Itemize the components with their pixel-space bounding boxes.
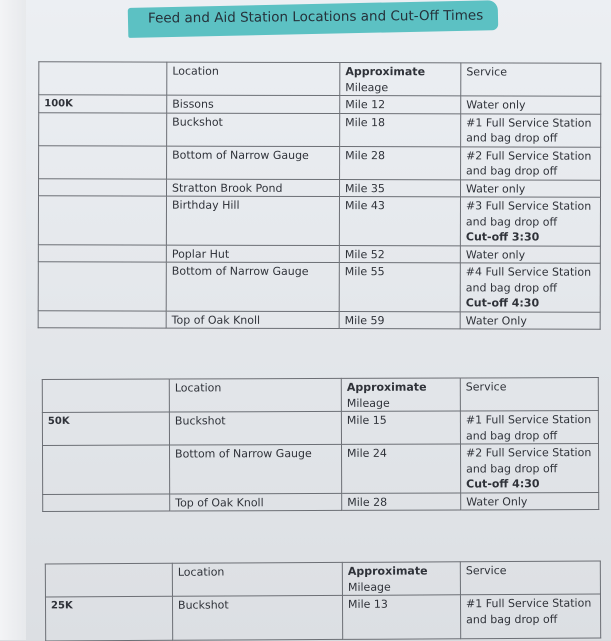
table-row bbox=[38, 178, 600, 197]
location-cell: Poplar Hut bbox=[166, 245, 339, 263]
mileage-cell: Mile 28 bbox=[340, 146, 461, 179]
service-cell: Water Only bbox=[460, 311, 600, 329]
header-location: Location bbox=[167, 62, 340, 95]
location-cell: Stratton Brook Pond bbox=[166, 179, 339, 197]
service-line: and bag drop off bbox=[466, 164, 558, 178]
mileage-cell: Mile 15 bbox=[341, 411, 460, 444]
table-row bbox=[43, 444, 599, 494]
service-line: and bag drop off bbox=[466, 612, 558, 626]
category-blank bbox=[38, 310, 166, 328]
category-blank bbox=[39, 112, 167, 145]
header-mileage bbox=[342, 562, 460, 596]
table-row bbox=[43, 492, 599, 511]
header-service: Service bbox=[460, 561, 600, 595]
service-line: #2 Full Service Station bbox=[466, 446, 592, 460]
header-mileage bbox=[341, 378, 460, 411]
category-blank bbox=[43, 445, 170, 494]
table-row bbox=[39, 112, 601, 146]
table-row bbox=[39, 95, 601, 114]
table-row bbox=[38, 262, 600, 312]
table-50k bbox=[42, 377, 599, 512]
header-service: Service bbox=[461, 63, 601, 96]
service-cell: Water only bbox=[461, 96, 601, 114]
table-row bbox=[45, 594, 600, 641]
mileage-cell: Mile 13 bbox=[342, 595, 460, 640]
category-blank bbox=[38, 196, 166, 245]
service-line: #1 Full Service Station bbox=[465, 596, 592, 611]
table-header-row bbox=[39, 62, 601, 96]
service-cell bbox=[460, 263, 600, 312]
service-line: #2 Full Service Station bbox=[466, 148, 592, 163]
service-line: and bag drop off bbox=[465, 214, 558, 229]
table-100k bbox=[38, 61, 602, 329]
location-cell: Bottom of Narrow Gauge bbox=[166, 262, 339, 311]
header-blank bbox=[45, 563, 172, 597]
service-cell bbox=[461, 113, 601, 146]
cutoff-time: Cut-off 4:30 bbox=[466, 477, 540, 491]
header-mileage-line1: Approximate bbox=[347, 564, 428, 578]
mileage-cell: Mile 28 bbox=[342, 493, 461, 511]
category-label: 25K bbox=[45, 596, 172, 641]
location-cell: Bissons bbox=[167, 95, 340, 113]
service-cell: Water Only bbox=[461, 492, 599, 510]
header-blank bbox=[42, 379, 169, 412]
service-cell bbox=[460, 197, 600, 246]
mileage-cell: Mile 24 bbox=[341, 444, 460, 493]
category-blank bbox=[43, 494, 170, 512]
location-cell: Bottom of Narrow Gauge bbox=[170, 444, 342, 493]
table-header-row bbox=[45, 561, 600, 597]
header-mileage-line2: Mileage bbox=[345, 80, 389, 94]
service-line: #1 Full Service Station bbox=[465, 413, 592, 427]
page-title: Feed and Aid Station Locations and Cut-Off Times bbox=[147, 7, 484, 27]
service-line: and bag drop off bbox=[465, 428, 558, 442]
header-blank bbox=[39, 62, 167, 95]
table-row bbox=[42, 411, 598, 446]
service-cell bbox=[460, 444, 598, 493]
service-line: and bag drop off bbox=[466, 461, 558, 475]
header-location: Location bbox=[172, 562, 342, 596]
category-label: 100K bbox=[39, 95, 167, 113]
mileage-cell: Mile 35 bbox=[339, 179, 460, 197]
mileage-cell: Mile 55 bbox=[339, 263, 460, 312]
service-cell bbox=[461, 146, 601, 179]
location-cell: Buckshot bbox=[167, 113, 340, 146]
table-row bbox=[38, 310, 600, 329]
service-cell bbox=[460, 594, 600, 639]
table-25k bbox=[45, 561, 601, 641]
category-label: 50K bbox=[42, 412, 169, 445]
category-blank bbox=[39, 145, 167, 178]
header-mileage-line2: Mileage bbox=[347, 580, 391, 594]
mileage-cell: Mile 52 bbox=[339, 245, 460, 263]
category-blank bbox=[38, 262, 166, 311]
service-line: #4 Full Service Station bbox=[465, 265, 592, 279]
header-service: Service bbox=[460, 378, 598, 411]
location-cell: Birthday Hill bbox=[166, 196, 339, 245]
mileage-cell: Mile 12 bbox=[340, 96, 461, 114]
table-row bbox=[38, 244, 600, 263]
category-blank bbox=[38, 244, 166, 262]
header-location: Location bbox=[169, 378, 341, 412]
mileage-cell: Mile 43 bbox=[339, 197, 460, 246]
location-cell: Buckshot bbox=[172, 595, 342, 640]
service-cell bbox=[460, 411, 598, 444]
table-row bbox=[38, 196, 600, 246]
location-cell: Bottom of Narrow Gauge bbox=[167, 146, 340, 179]
service-line: #1 Full Service Station bbox=[466, 115, 592, 130]
cutoff-time: Cut-off 3:30 bbox=[465, 230, 540, 244]
header-mileage-line1: Approximate bbox=[345, 65, 426, 79]
category-blank bbox=[38, 178, 166, 196]
service-line: and bag drop off bbox=[466, 131, 558, 145]
cutoff-time: Cut-off 4:30 bbox=[465, 296, 540, 310]
service-cell: Water only bbox=[460, 245, 600, 263]
location-cell: Buckshot bbox=[169, 411, 341, 445]
service-line: and bag drop off bbox=[465, 280, 557, 295]
mileage-cell: Mile 18 bbox=[340, 113, 461, 146]
location-cell: Top of Oak Knoll bbox=[166, 311, 339, 329]
location-cell: Top of Oak Knoll bbox=[170, 493, 342, 511]
header-mileage-line2: Mileage bbox=[346, 396, 390, 410]
mileage-cell: Mile 59 bbox=[339, 311, 460, 329]
header-mileage-line1: Approximate bbox=[346, 380, 427, 394]
service-line: #3 Full Service Station bbox=[465, 199, 592, 213]
table-header-row bbox=[42, 378, 598, 413]
header-mileage bbox=[340, 63, 461, 96]
table-row bbox=[39, 145, 601, 179]
service-cell: Water only bbox=[460, 179, 600, 197]
